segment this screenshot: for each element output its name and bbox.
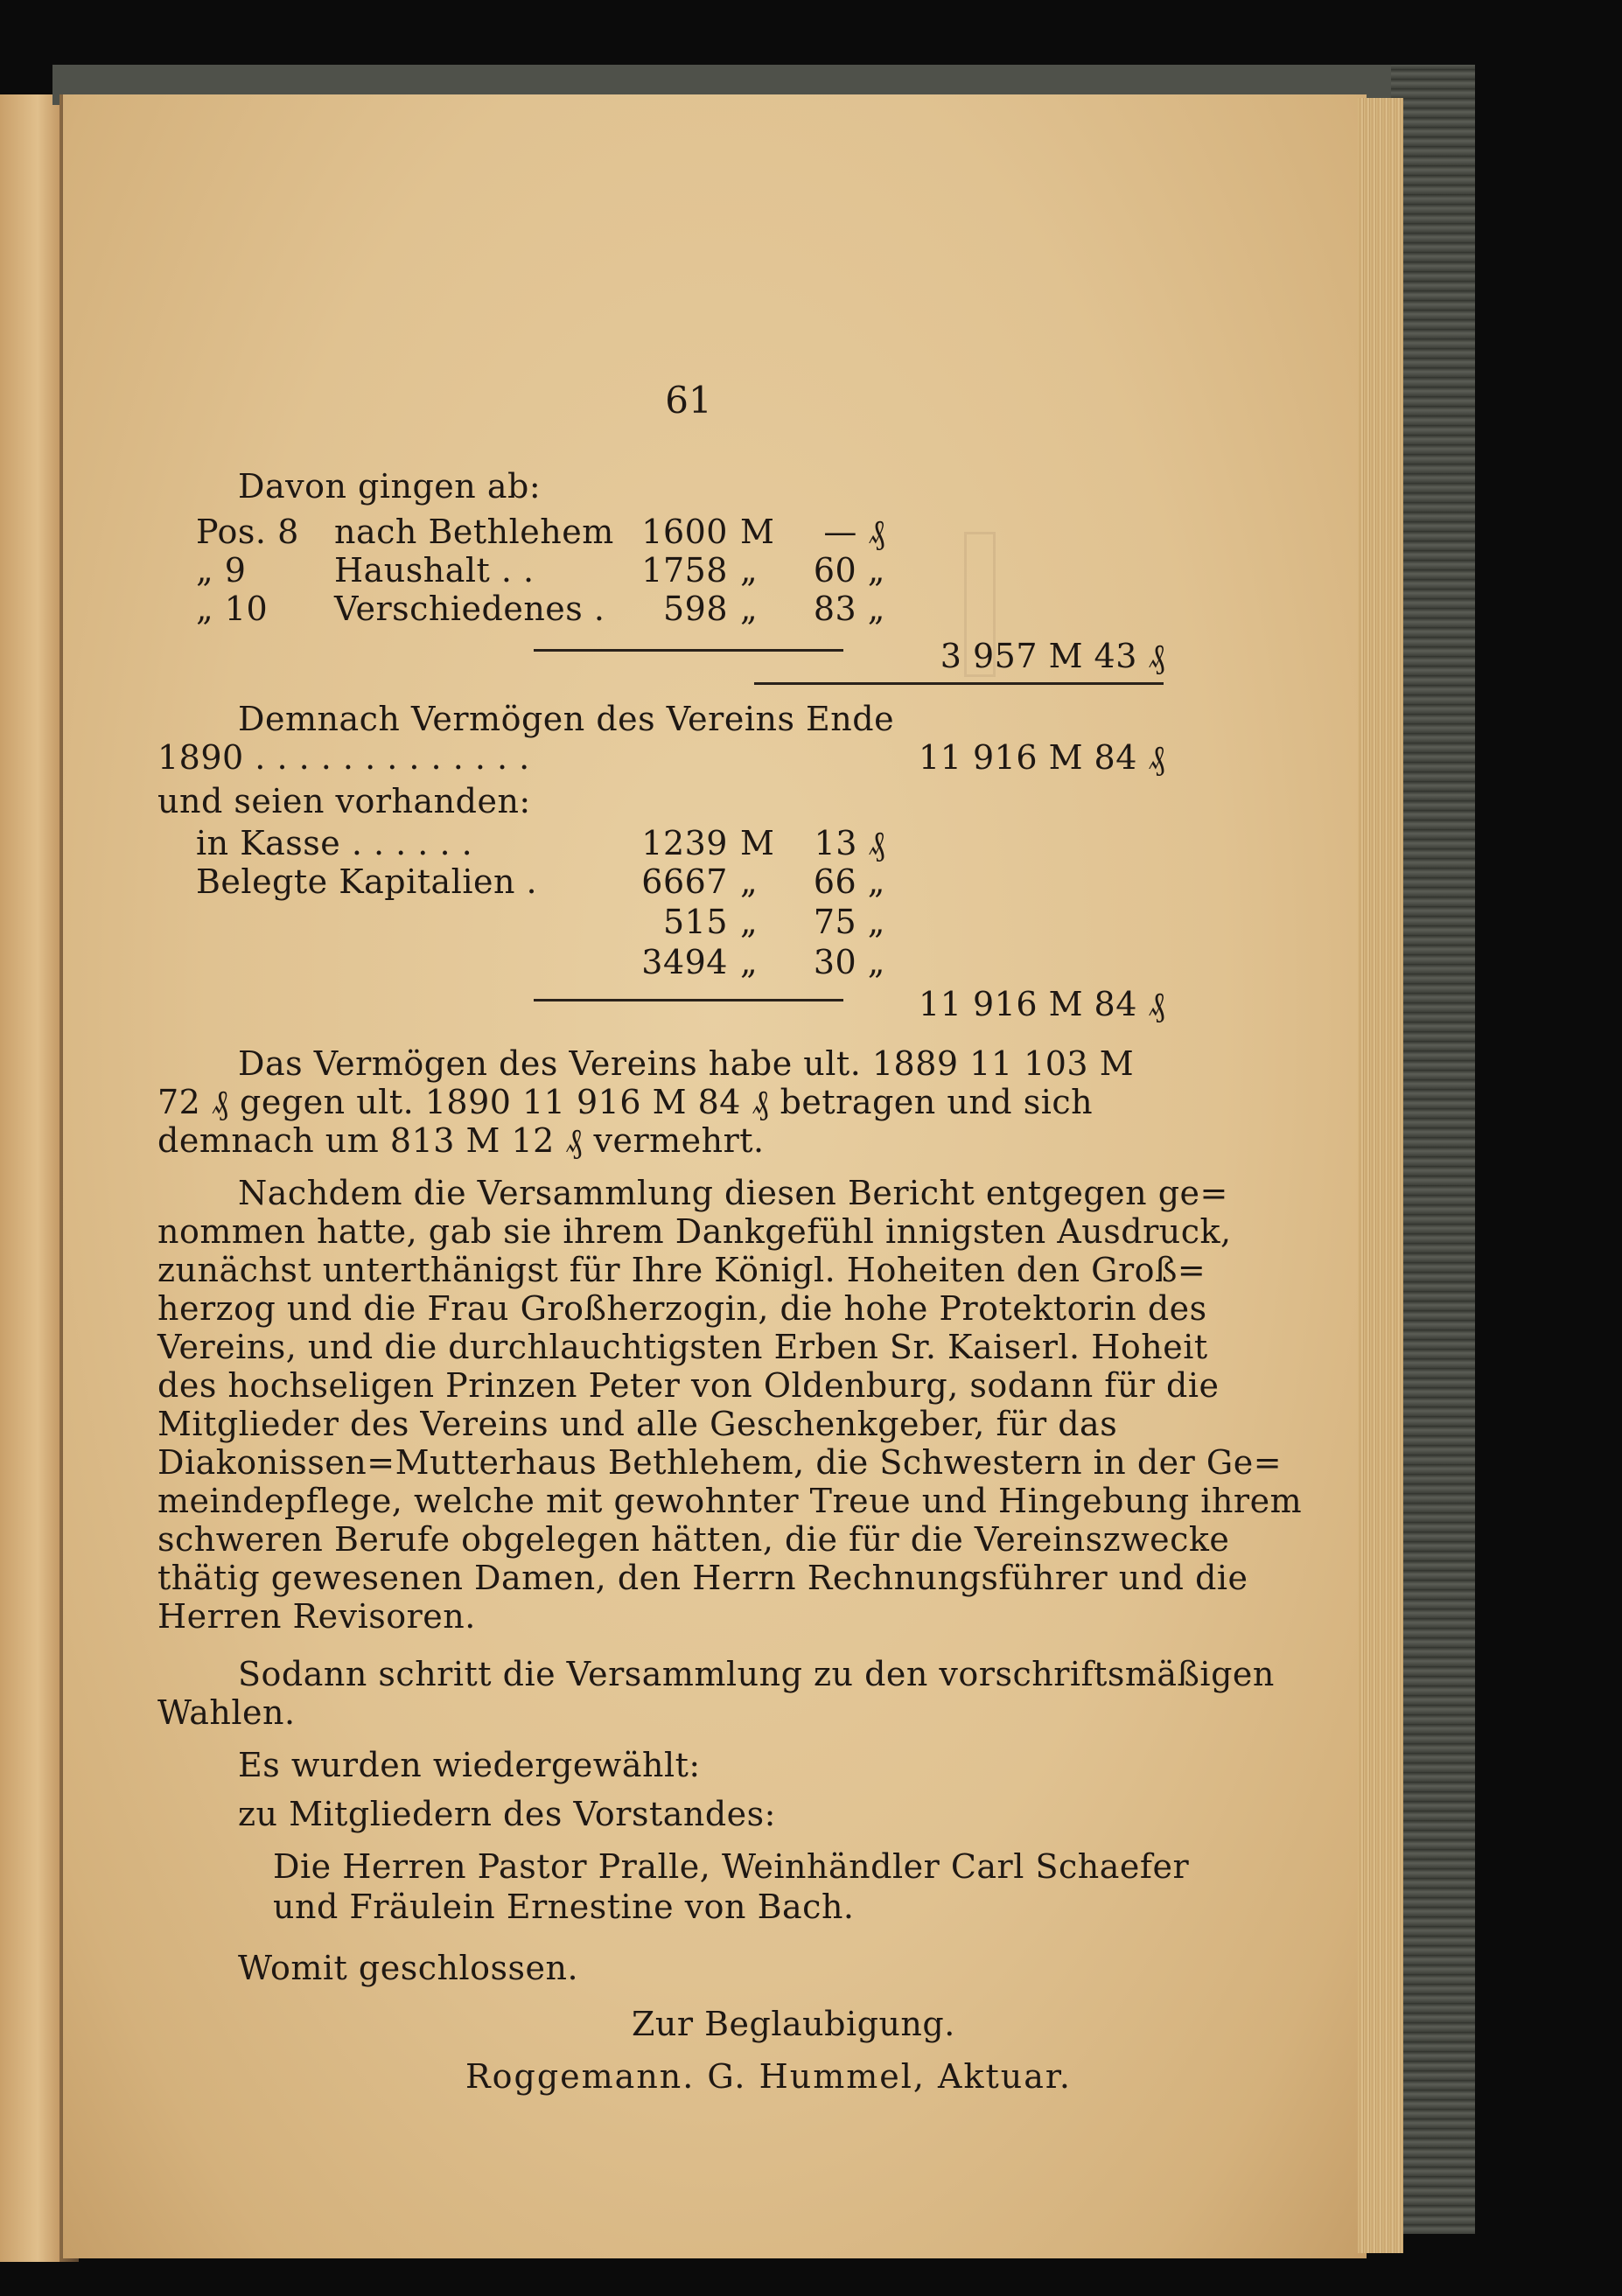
assets-line: Demnach Vermögen des Vereins Ende	[238, 700, 895, 738]
book-spine-edge	[1391, 65, 1475, 2234]
paragraph-line: zunächst unterthänigst für Ihre Königl. Hoheiten den Groß=	[157, 1251, 1206, 1289]
expense-label: Verschiedenes .	[334, 590, 605, 628]
board-line: zu Mitgliedern des Vorstandes:	[238, 1795, 776, 1833]
asset-label: in Kasse . . . . . .	[196, 824, 473, 862]
asset-pf: 66 „	[813, 862, 885, 901]
paragraph-line: Herren Revisoren.	[157, 1597, 476, 1636]
expense-pos: „ 10	[196, 590, 269, 628]
expense-pf: 83 „	[813, 590, 885, 628]
reelection-line: Es wurden wiedergewählt:	[238, 1746, 701, 1784]
asset-m: „	[740, 943, 759, 981]
book-page	[63, 94, 1367, 2258]
expense-mark: 1600	[641, 513, 728, 551]
asset-pf: 30 „	[813, 943, 885, 981]
asset-pf: 13 ₰	[814, 824, 885, 862]
asset-pf: 75 „	[813, 903, 885, 941]
paragraph-line: schweren Berufe obgelegen hätten, die für die Vereinszwecke	[157, 1520, 1230, 1559]
asset-mark: 6667	[641, 862, 728, 901]
paragraph-line: Mitglieder des Vereins und alle Geschenkgeber, für das	[157, 1405, 1118, 1443]
paragraph-line: Diakonissen=Mutterhaus Bethlehem, die Schwestern in der Ge=	[157, 1443, 1283, 1482]
asset-label: Belegte Kapitalien .	[196, 862, 538, 901]
expense-m: „	[740, 590, 759, 628]
expense-mark: 598	[662, 590, 728, 628]
page-block-edge	[1358, 98, 1403, 2253]
signatures: Roggemann. G. Hummel, Aktuar.	[465, 2057, 1072, 2096]
expenses-total: 3 957 M 43 ₰	[940, 637, 1165, 675]
paragraph-line: nommen hatte, gab sie ihrem Dankgefühl innigsten Ausdruck,	[157, 1212, 1232, 1251]
assets-year: 1890 . . . . . . . . . . . . .	[157, 738, 530, 777]
total-rule	[754, 682, 1164, 685]
expense-mark: 1758	[641, 551, 728, 590]
expense-m: M	[740, 513, 775, 551]
paragraph-line: Sodann schritt die Versammlung zu den vorschriftsmäßigen	[238, 1655, 1275, 1693]
expense-pos: „ 9	[196, 551, 247, 590]
asset-mark: 515	[662, 903, 728, 941]
subtotal-rule	[534, 649, 843, 652]
names-line: und Fräulein Ernestine von Bach.	[273, 1888, 855, 1926]
paragraph-line: herzog und die Frau Großherzogin, die hohe Protektorin des	[157, 1289, 1207, 1328]
expense-label: Haushalt . .	[334, 551, 535, 590]
paragraph-line: Vereins, und die durchlauchtigsten Erben Sr. Kaiserl. Hoheit	[157, 1328, 1208, 1366]
expense-pf: 60 „	[813, 551, 885, 590]
expenses-heading: Davon gingen ab:	[238, 467, 542, 506]
asset-m: „	[740, 862, 759, 901]
asset-mark: 1239	[641, 824, 728, 862]
asset-m: „	[740, 903, 759, 941]
page-number: 61	[665, 379, 712, 422]
paragraph-line: Nachdem die Versammlung diesen Bericht entgegen ge=	[238, 1174, 1228, 1212]
assets-year-total: 11 916 M 84 ₰	[919, 738, 1165, 777]
paragraph-line: Wahlen.	[157, 1693, 296, 1732]
expense-pf: — ₰	[823, 513, 885, 551]
paragraph-line: 72 ₰ gegen ult. 1890 11 916 M 84 ₰ betragen und sich	[157, 1083, 1094, 1121]
paragraph-line: Das Vermögen des Vereins habe ult. 1889 11 103 M	[238, 1044, 1135, 1083]
asset-mark: 3494	[641, 943, 728, 981]
previous-page-edge	[0, 94, 68, 2262]
expense-m: „	[740, 551, 759, 590]
expense-pos: Pos. 8	[196, 513, 299, 551]
paragraph-line: des hochseligen Prinzen Peter von Oldenburg, sodann für die	[157, 1366, 1220, 1405]
assets-intro: und seien vorhanden:	[157, 782, 531, 820]
asset-m: M	[740, 824, 775, 862]
assets-total: 11 916 M 84 ₰	[919, 985, 1165, 1023]
closing-line: Womit geschlossen.	[238, 1949, 579, 1987]
subtotal-rule	[534, 999, 843, 1001]
certification: Zur Beglaubigung.	[632, 2005, 955, 2043]
names-line: Die Herren Pastor Pralle, Weinhändler Carl Schaefer	[273, 1847, 1190, 1886]
paragraph-line: demnach um 813 M 12 ₰ vermehrt.	[157, 1121, 765, 1160]
paragraph-line: thätig gewesenen Damen, den Herrn Rechnungsführer und die	[157, 1559, 1248, 1597]
expense-label: nach Bethlehem	[334, 513, 614, 551]
paragraph-line: meindepflege, welche mit gewohnter Treue und Hingebung ihrem	[157, 1482, 1303, 1520]
